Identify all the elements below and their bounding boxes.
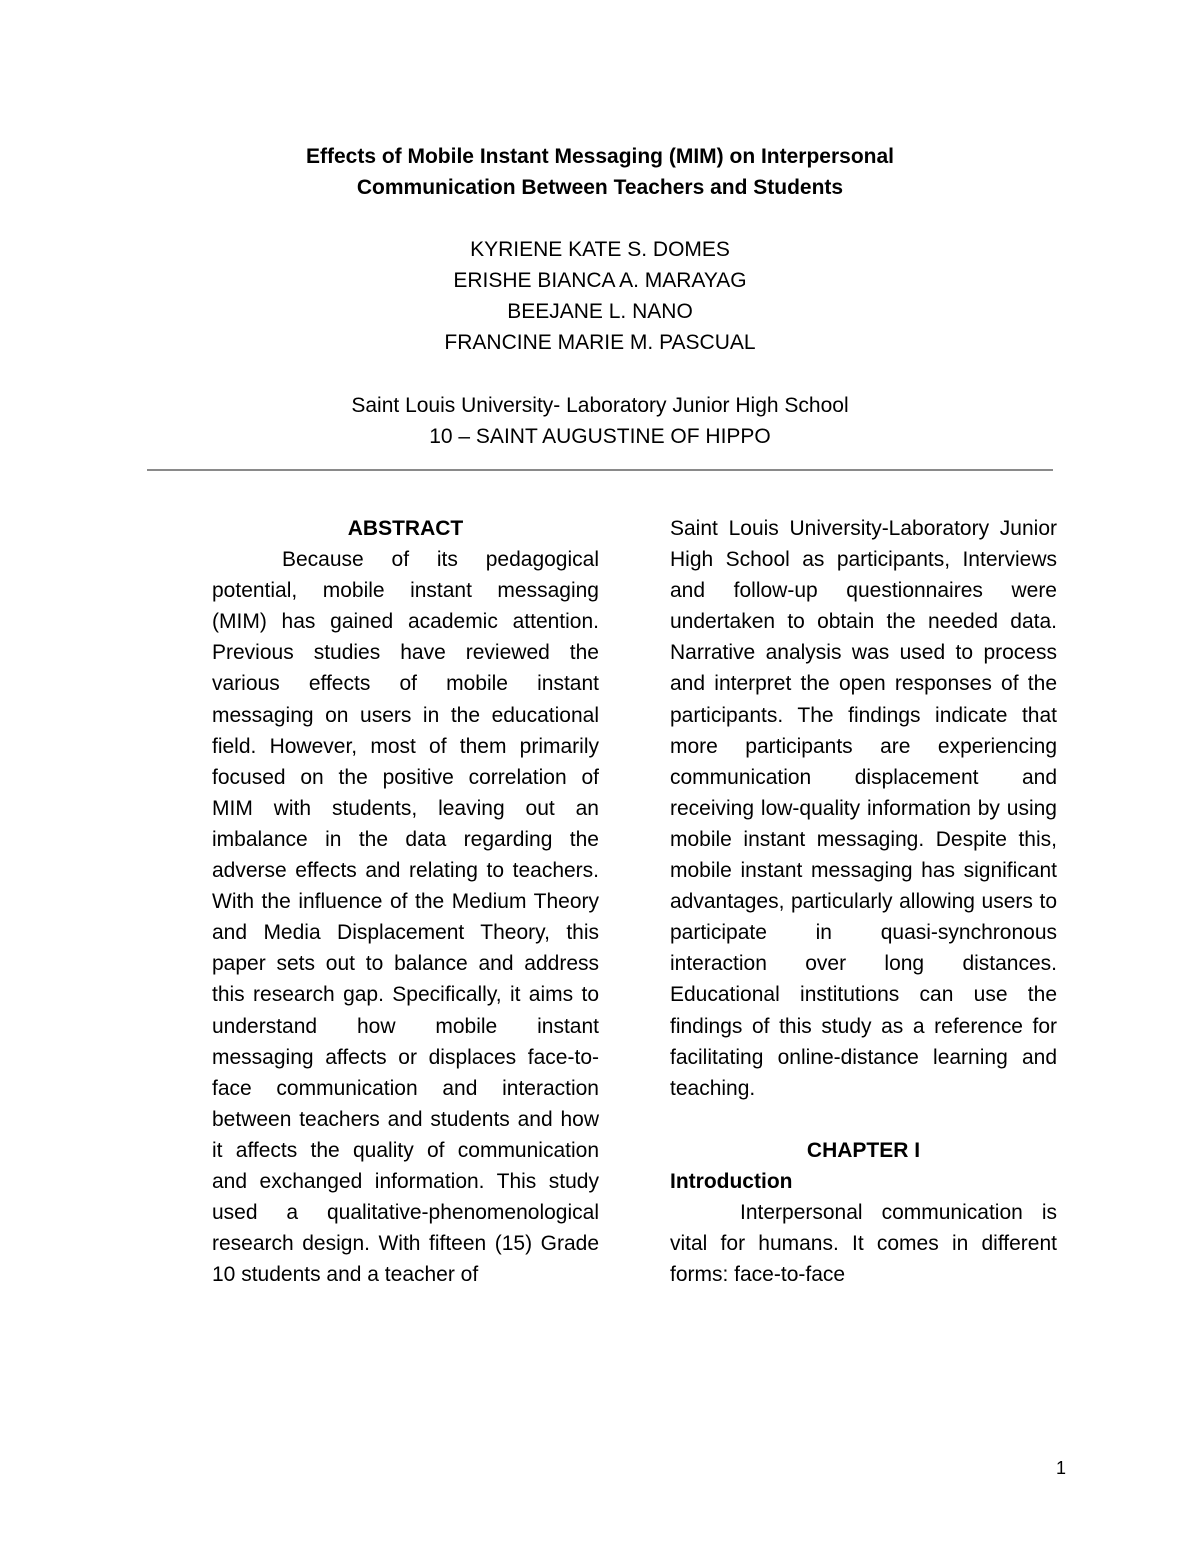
affiliation-school: Saint Louis University- Laboratory Junior High School <box>351 394 849 417</box>
introduction-text: Interpersonal communication is vital for humans. It comes in different forms: face-to-face <box>670 1201 1057 1287</box>
affiliation-section: 10 – SAINT AUGUSTINE OF HIPPO <box>429 425 771 448</box>
abstract-heading: ABSTRACT <box>347 517 464 540</box>
left-column <box>212 513 599 1290</box>
paper-title <box>0 141 1200 203</box>
page-number: 1 <box>1055 1458 1066 1478</box>
author-list <box>0 234 1200 358</box>
author-name: BEEJANE L. NANO <box>507 300 693 323</box>
title-line-2: Communication Between Teachers and Students <box>356 176 844 199</box>
title-line-1: Effects of Mobile Instant Messaging (MIM) on Interpersonal <box>305 145 895 168</box>
chapter-heading: CHAPTER I <box>806 1138 921 1162</box>
header-divider <box>147 469 1053 471</box>
author-name: KYRIENE KATE S. DOMES <box>470 238 730 261</box>
abstract-text-part-2: Saint Louis University-Laboratory Junior High School as participants, Interviews and follow-up questionnaires were undertaken to obtain the needed data. Narrative analysis was used to process and interpret the open responses of the participants. The findings indicate that more participants are experiencing communication displacement and receiving low-quality information by using mobile instant messaging. Despite this, mobile instant messaging has significant advantages, particularly allowing users to participate in quasi-synchronous interaction over long distances. Educational institutions can use the findings of this study as a reference for facilitating online-distance learning and teaching. <box>670 517 1057 1100</box>
author-name: ERISHE BIANCA A. MARAYAG <box>453 269 747 292</box>
affiliation <box>0 390 1200 452</box>
right-column <box>670 513 1057 1290</box>
author-name: FRANCINE MARIE M. PASCUAL <box>444 331 756 354</box>
introduction-heading: Introduction <box>670 1169 793 1193</box>
section-gap <box>670 1104 1057 1135</box>
abstract-text-part-1: Because of its pedagogical potential, mobile instant messaging (MIM) has gained academic attention. Previous studies have reviewed the various effects of mobile instant messaging on users in the educational field. However, most of them primarily focused on the positive correlation of MIM with students, leaving out an imbalance in the data regarding the adverse effects and relating to teachers. With the influence of the Medium Theory and Media Displacement Theory, this paper sets out to balance and address this research gap. Specifically, it aims to understand how mobile instant messaging affects or displaces face-to-face communication and interaction between teachers and students and how it affects the quality of communication and exchanged information. This study used a qualitative-phenomenological research design. With fifteen (15) Grade 10 students and a teacher of <box>212 548 599 1287</box>
